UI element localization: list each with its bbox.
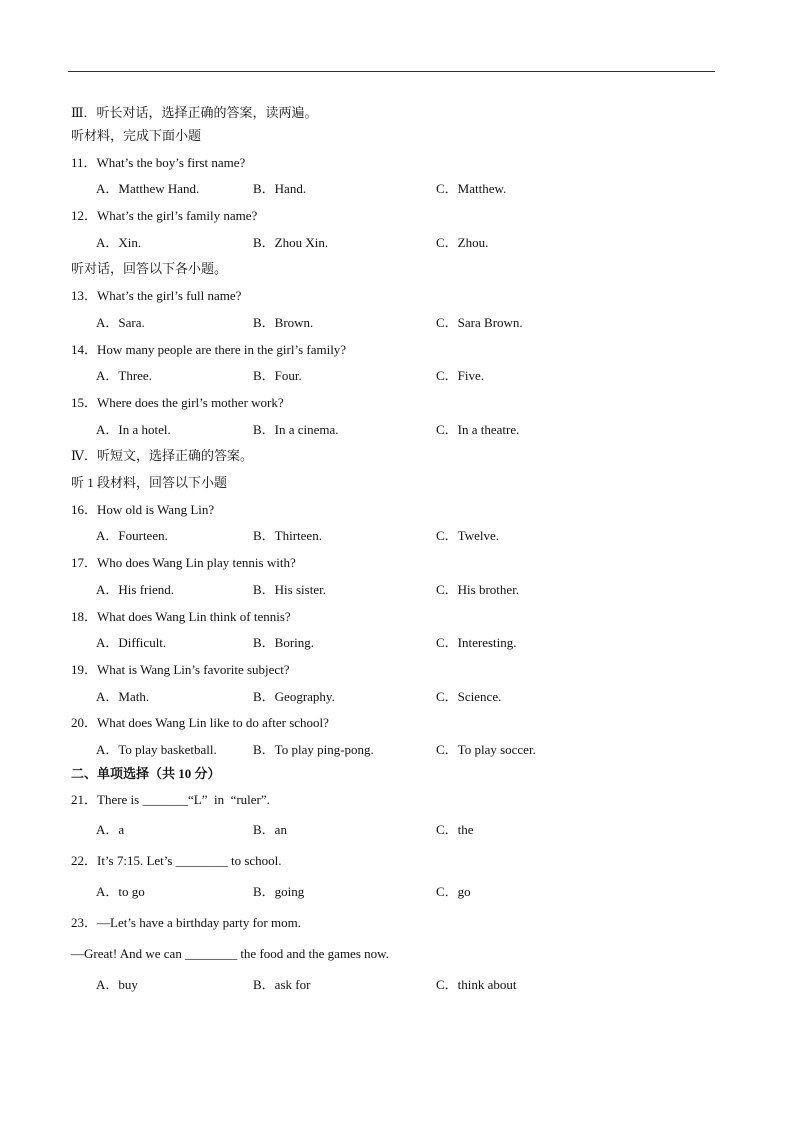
header-rule xyxy=(68,71,715,72)
question-15-stem: 15．Where does the girl’s mother work? xyxy=(71,395,284,410)
question-11-option-b[interactable]: B．Hand. xyxy=(253,181,307,196)
question-12-option-b[interactable]: B．Zhou Xin. xyxy=(253,235,329,250)
question-23-option-c[interactable]: C．think about xyxy=(436,977,517,992)
question-18-stem: 18．What does Wang Lin think of tennis? xyxy=(71,609,291,624)
question-18-option-a[interactable]: A．Difficult. xyxy=(96,635,167,650)
question-12-option-a[interactable]: A．Xin. xyxy=(96,235,142,250)
question-16-option-b[interactable]: B．Thirteen. xyxy=(253,528,322,543)
question-22-option-c[interactable]: C．go xyxy=(436,884,471,899)
question-12-option-c[interactable]: C．Zhou. xyxy=(436,235,489,250)
question-16-stem: 16．How old is Wang Lin? xyxy=(71,502,215,517)
question-17-option-c[interactable]: C．His brother. xyxy=(436,582,520,597)
question-21-stem: 21．There is _______“L” in “ruler”. xyxy=(71,792,270,807)
part-2-heading: 二、单项选择（共 10 分） xyxy=(71,766,221,781)
question-15-option-b[interactable]: B．In a cinema. xyxy=(253,422,339,437)
question-22-option-b[interactable]: B．going xyxy=(253,884,305,899)
question-11-option-a[interactable]: A．Matthew Hand. xyxy=(96,181,200,196)
question-21-option-b[interactable]: B．an xyxy=(253,822,287,837)
question-11-option-c[interactable]: C．Matthew. xyxy=(436,181,507,196)
question-23-option-b[interactable]: B．ask for xyxy=(253,977,311,992)
question-17-option-a[interactable]: A．His friend. xyxy=(96,582,174,597)
question-17-option-b[interactable]: B．His sister. xyxy=(253,582,326,597)
section-3-note-2: 听对话，回答以下各小题。 xyxy=(71,261,228,276)
question-17-stem: 17．Who does Wang Lin play tennis with? xyxy=(71,555,296,570)
question-23-stem: 23．—Let’s have a birthday party for mom. xyxy=(71,915,301,930)
question-14-option-b[interactable]: B．Four. xyxy=(253,368,302,383)
question-15-option-c[interactable]: C．In a theatre. xyxy=(436,422,520,437)
question-20-option-a[interactable]: A．To play basketball. xyxy=(96,742,217,757)
question-13-stem: 13．What’s the girl’s full name? xyxy=(71,288,242,303)
question-13-option-b[interactable]: B．Brown. xyxy=(253,315,314,330)
question-14-option-c[interactable]: C．Five. xyxy=(436,368,485,383)
question-11-stem: 11．What’s the boy’s first name? xyxy=(71,155,246,170)
question-14-stem: 14．How many people are there in the girl’s family? xyxy=(71,342,347,357)
section-4-heading: Ⅳ．听短文，选择正确的答案。 xyxy=(71,448,253,463)
question-13-option-a[interactable]: A．Sara. xyxy=(96,315,145,330)
question-16-option-a[interactable]: A．Fourteen. xyxy=(96,528,168,543)
question-19-option-b[interactable]: B．Geography. xyxy=(253,689,335,704)
section-4-note: 听 1 段材料，回答以下小题 xyxy=(71,475,228,490)
question-18-option-b[interactable]: B．Boring. xyxy=(253,635,315,650)
question-19-option-a[interactable]: A．Math. xyxy=(96,689,150,704)
question-21-option-c[interactable]: C．the xyxy=(436,822,474,837)
section-3-note: 听材料，完成下面小题 xyxy=(71,128,202,143)
question-22-stem: 22．It’s 7:15. Let’s ________ to school. xyxy=(71,853,282,868)
question-20-option-b[interactable]: B．To play ping-pong. xyxy=(253,742,374,757)
question-19-option-c[interactable]: C．Science. xyxy=(436,689,502,704)
question-18-option-c[interactable]: C．Interesting. xyxy=(436,635,517,650)
question-13-option-c[interactable]: C．Sara Brown. xyxy=(436,315,523,330)
question-22-option-a[interactable]: A．to go xyxy=(96,884,145,899)
question-20-option-c[interactable]: C．To play soccer. xyxy=(436,742,536,757)
question-23-stem-line-2: —Great! And we can ________ the food and the games now. xyxy=(71,946,389,961)
section-3-heading: Ⅲ．听长对话，选择正确的答案，读两遍。 xyxy=(71,105,318,120)
question-19-stem: 19．What is Wang Lin’s favorite subject? xyxy=(71,662,290,677)
question-12-stem: 12．What’s the girl’s family name? xyxy=(71,208,258,223)
question-16-option-c[interactable]: C．Twelve. xyxy=(436,528,499,543)
question-14-option-a[interactable]: A．Three. xyxy=(96,368,152,383)
question-23-option-a[interactable]: A．buy xyxy=(96,977,138,992)
question-20-stem: 20．What does Wang Lin like to do after school? xyxy=(71,715,329,730)
question-21-option-a[interactable]: A．a xyxy=(96,822,125,837)
question-15-option-a[interactable]: A．In a hotel. xyxy=(96,422,171,437)
